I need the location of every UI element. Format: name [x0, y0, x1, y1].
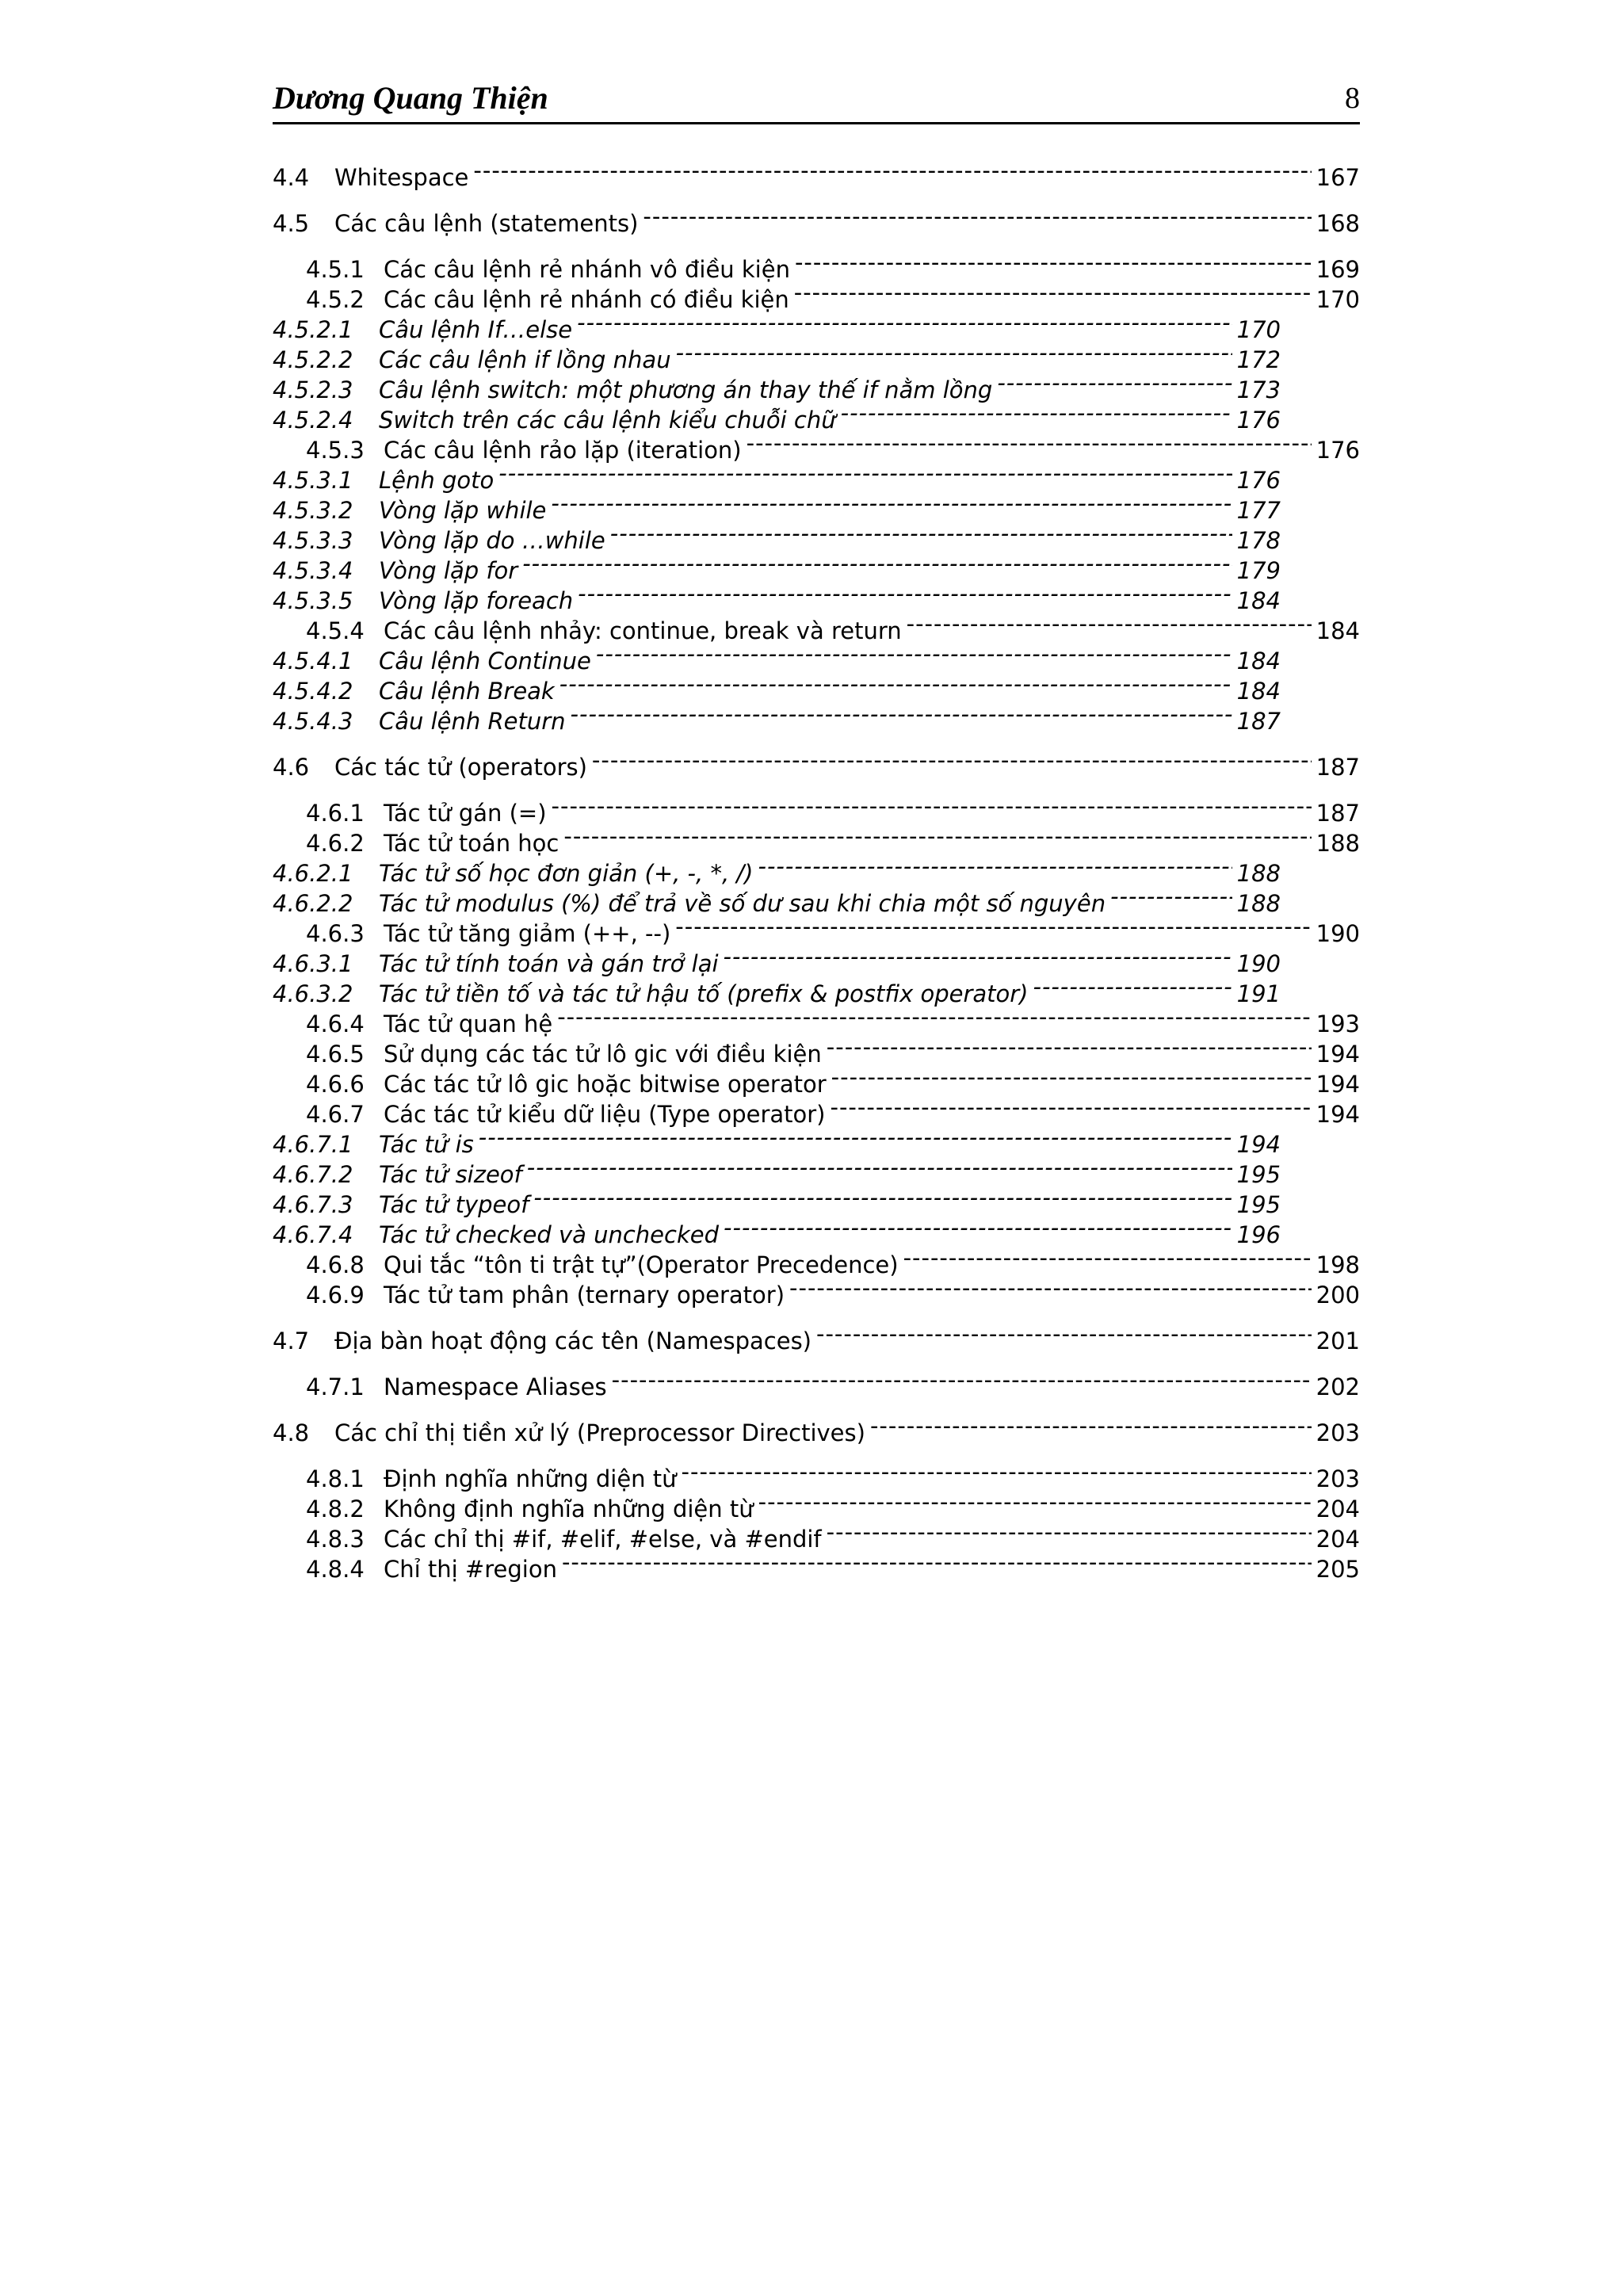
toc-entry-number: 4.6.7.3 [273, 1191, 353, 1218]
toc-entry-number: 4.6.2 [306, 830, 365, 857]
toc-entry-title: Qui tắc “tôn ti trật tự”(Operator Precedence) [384, 1251, 899, 1278]
toc-entry-page: 195 [1236, 1191, 1281, 1218]
toc-entry-page: 202 [1316, 1373, 1360, 1400]
dot-leader [907, 609, 1312, 639]
dot-leader [794, 277, 1312, 308]
toc-entry-title: Vòng lặp for [379, 557, 518, 584]
dot-leader [789, 1273, 1312, 1303]
toc-entry-page: 176 [1236, 467, 1281, 494]
toc-entry-title: Tác tử số học đơn giản (+, -, *, /) [379, 860, 754, 887]
toc-entry-page: 169 [1316, 256, 1360, 283]
toc-entry-number: 4.8.3 [306, 1526, 365, 1553]
toc-entry-page: 203 [1316, 1419, 1360, 1446]
dot-leader [682, 1457, 1312, 1487]
toc-entry-page: 203 [1316, 1465, 1360, 1492]
toc-entry-number: 4.5.4.1 [273, 648, 353, 674]
table-of-contents [273, 155, 1360, 1583]
toc-entry-number: 4.6.2.2 [273, 890, 353, 917]
toc-entry-page: 176 [1236, 407, 1281, 434]
toc-entry-title: Các tác tử lô gic hoặc bitwise operator [384, 1071, 827, 1098]
page-header [273, 76, 1360, 124]
toc-entry-page: 194 [1316, 1101, 1360, 1128]
toc-entry-page: 194 [1316, 1071, 1360, 1098]
toc-entry [273, 745, 1360, 781]
toc-entry-title: Không định nghĩa những diện từ [384, 1496, 754, 1522]
toc-entry-number: 4.5.3.2 [273, 497, 353, 524]
toc-entry-page: 178 [1236, 527, 1281, 554]
dot-leader [533, 1182, 1232, 1213]
toc-entry-title: Các tác tử kiểu dữ liệu (Type operator) [384, 1101, 826, 1128]
toc-entry-page: 198 [1316, 1251, 1360, 1278]
toc-entry-page: 188 [1236, 860, 1281, 887]
toc-entry-page: 204 [1316, 1496, 1360, 1522]
toc-entry-title: Tác tử tiền tố và tác tử hậu tố (prefix & postfix operator) [379, 980, 1029, 1007]
toc-entry-number: 4.5.3.3 [273, 527, 353, 554]
toc-entry-title: Câu lệnh switch: một phương án thay thế if nằm lồng [379, 376, 993, 403]
dot-leader [831, 1092, 1312, 1122]
toc-entry-page: 179 [1236, 557, 1281, 584]
toc-entry [273, 791, 1360, 827]
dot-leader [816, 1319, 1312, 1349]
toc-entry [273, 201, 1360, 237]
toc-entry-page: 188 [1236, 890, 1281, 917]
dot-leader [473, 155, 1311, 185]
toc-entry-title: Các câu lệnh rẻ nhánh vô điều kiện [384, 256, 790, 283]
toc-entry-number: 4.6.8 [306, 1251, 365, 1278]
toc-entry-page: 172 [1236, 346, 1281, 373]
toc-entry-page: 184 [1236, 587, 1281, 614]
dot-leader [758, 851, 1232, 881]
toc-entry-number: 4.6.5 [306, 1041, 365, 1068]
toc-entry-title: Các câu lệnh nhảy: continue, break và return [384, 617, 902, 644]
toc-entry-page: 190 [1236, 950, 1281, 977]
toc-entry-page: 168 [1316, 210, 1360, 237]
toc-entry-title: Whitespace [334, 164, 469, 191]
toc-entry-number: 4.6.1 [306, 800, 365, 827]
toc-entry-number: 4.6 [273, 754, 310, 781]
dot-leader [479, 1122, 1232, 1152]
toc-entry-title: Câu lệnh If…else [379, 316, 573, 343]
toc-entry-title: Tác tử sizeof [379, 1161, 522, 1188]
toc-entry-title: Tác tử tăng giảm (++, --) [384, 920, 671, 947]
toc-entry-title: Tác tử tam phân (ternary operator) [384, 1282, 785, 1308]
dot-leader [522, 548, 1232, 579]
toc-entry-page: 195 [1236, 1161, 1281, 1188]
toc-entry-title: Tác tử modulus (%) để trả về số dư sau khi chia một số nguyên [379, 890, 1106, 917]
toc-entry-number: 4.6.4 [306, 1010, 365, 1037]
dot-leader [592, 745, 1312, 775]
toc-entry-number: 4.7.1 [306, 1373, 365, 1400]
toc-entry-page: 193 [1316, 1010, 1360, 1037]
toc-entry-title: Địa bàn hoạt động các tên (Namespaces) [334, 1328, 812, 1354]
toc-entry-number: 4.5.3.4 [273, 557, 353, 584]
toc-entry-title: Lệnh goto [379, 467, 495, 494]
dot-leader [571, 699, 1232, 729]
toc-entry-number: 4.5.4 [306, 617, 365, 644]
dot-leader [831, 1062, 1312, 1092]
dot-leader [557, 1002, 1311, 1032]
toc-entry-number: 4.4 [273, 164, 310, 191]
toc-entry-title: Các chỉ thị tiền xử lý (Preprocessor Directives) [334, 1419, 865, 1446]
toc-entry-title: Chỉ thị #region [384, 1556, 557, 1583]
toc-entry-number: 4.5.1 [306, 256, 365, 283]
dot-leader [551, 488, 1232, 518]
dot-leader [997, 368, 1232, 398]
toc-entry-page: 167 [1316, 164, 1360, 191]
toc-entry-page: 190 [1316, 920, 1360, 947]
toc-entry-title: Các chỉ thị #if, #elif, #else, và #endif [384, 1526, 822, 1553]
dot-leader [563, 821, 1311, 851]
toc-entry-title: Namespace Aliases [384, 1373, 607, 1400]
toc-entry-page: 201 [1316, 1328, 1360, 1354]
dot-leader [577, 308, 1232, 338]
dot-leader [827, 1032, 1312, 1062]
toc-entry-number: 4.5.4.3 [273, 708, 353, 735]
toc-entry-title: Vòng lặp foreach [379, 587, 574, 614]
toc-entry-title: Các tác tử (operators) [334, 754, 587, 781]
toc-entry-title: Câu lệnh Continue [379, 648, 591, 674]
toc-entry-number: 4.6.7.4 [273, 1221, 353, 1248]
toc-entry [273, 1457, 1360, 1492]
toc-entry-page: 187 [1316, 754, 1360, 781]
toc-entry-number: 4.6.2.1 [273, 860, 353, 887]
toc-entry-number: 4.8.1 [306, 1465, 365, 1492]
dot-leader [676, 338, 1232, 368]
toc-entry-number: 4.8.2 [306, 1496, 365, 1522]
toc-entry-number: 4.6.7.2 [273, 1161, 353, 1188]
toc-entry [273, 1365, 1360, 1400]
toc-entry-page: 177 [1236, 497, 1281, 524]
toc-entry-page: 173 [1236, 376, 1281, 403]
toc-entry-page: 184 [1236, 648, 1281, 674]
toc-entry-number: 4.6.6 [306, 1071, 365, 1098]
toc-entry-number: 4.6.3 [306, 920, 365, 947]
toc-entry-page: 194 [1316, 1041, 1360, 1068]
dot-leader [596, 639, 1232, 669]
dot-leader [562, 1547, 1312, 1577]
toc-entry-title: Các câu lệnh rẻ nhánh có điều kiện [384, 286, 789, 313]
toc-entry-page: 196 [1236, 1221, 1281, 1248]
toc-entry-number: 4.5.3 [306, 437, 365, 464]
dot-leader [758, 1487, 1312, 1517]
dot-leader [724, 1213, 1232, 1243]
toc-entry-number: 4.5 [273, 210, 310, 237]
toc-entry-page: 191 [1236, 980, 1281, 1007]
dot-leader [643, 201, 1311, 231]
toc-entry-page: 204 [1316, 1526, 1360, 1553]
dot-leader [1110, 881, 1232, 911]
dot-leader [747, 428, 1312, 458]
dot-leader [612, 1365, 1312, 1395]
toc-entry-title: Switch trên các câu lệnh kiểu chuỗi chữ [379, 407, 836, 434]
toc-entry [273, 247, 1360, 283]
toc-entry-number: 4.5.2 [306, 286, 365, 313]
dot-leader [559, 669, 1232, 699]
toc-entry-number: 4.5.2.3 [273, 376, 353, 403]
toc-entry [273, 155, 1360, 191]
toc-entry-number: 4.5.4.2 [273, 678, 353, 705]
toc-entry-title: Tác tử tính toán và gán trở lại [379, 950, 719, 977]
toc-entry-page: 184 [1236, 678, 1281, 705]
toc-entry [273, 1411, 1360, 1446]
dot-leader [795, 247, 1312, 277]
toc-entry-title: Vòng lặp do …while [379, 527, 605, 554]
toc-entry-title: Định nghĩa những diện từ [384, 1465, 677, 1492]
toc-entry-number: 4.6.9 [306, 1282, 365, 1308]
toc-entry-title: Vòng lặp while [379, 497, 547, 524]
toc-entry-page: 170 [1316, 286, 1360, 313]
dot-leader [724, 942, 1232, 972]
dot-leader [1033, 972, 1232, 1002]
toc-entry-page: 188 [1316, 830, 1360, 857]
dot-leader [578, 579, 1232, 609]
toc-entry [273, 1319, 1360, 1354]
toc-entry-number: 4.6.7.1 [273, 1131, 353, 1158]
dot-leader [675, 911, 1311, 942]
dot-leader [870, 1411, 1312, 1441]
toc-entry-title: Tác tử gán (=) [384, 800, 547, 827]
toc-entry-number: 4.6.7 [306, 1101, 365, 1128]
toc-entry-title: Tác tử typeof [379, 1191, 529, 1218]
toc-entry-number: 4.8 [273, 1419, 310, 1446]
toc-entry-page: 200 [1316, 1282, 1360, 1308]
dot-leader [841, 398, 1232, 428]
toc-entry-page: 170 [1236, 316, 1281, 343]
toc-entry-number: 4.5.2.2 [273, 346, 353, 373]
toc-entry-number: 4.5.2.4 [273, 407, 353, 434]
toc-entry-number: 4.7 [273, 1328, 310, 1354]
toc-entry-title: Tác tử is [379, 1131, 474, 1158]
dot-leader [552, 791, 1312, 821]
dot-leader [610, 518, 1232, 548]
author-name: Dương Quang Thiện [273, 80, 548, 116]
toc-entry-page: 176 [1316, 437, 1360, 464]
toc-entry-page: 205 [1316, 1556, 1360, 1583]
toc-entry-title: Câu lệnh Return [379, 708, 566, 735]
toc-entry-title: Các câu lệnh if lồng nhau [379, 346, 671, 373]
toc-entry-title: Các câu lệnh rảo lặp (iteration) [384, 437, 742, 464]
toc-entry-page: 194 [1236, 1131, 1281, 1158]
toc-entry-title: Tác tử toán học [384, 830, 559, 857]
toc-entry-page: 187 [1236, 708, 1281, 735]
toc-entry-title: Sử dụng các tác tử lô gic với điều kiện [384, 1041, 822, 1068]
toc-entry-number: 4.5.2.1 [273, 316, 353, 343]
toc-entry-page: 184 [1316, 617, 1360, 644]
dot-leader [527, 1152, 1232, 1182]
toc-entry-number: 4.6.3.2 [273, 980, 353, 1007]
toc-entry-title: Tác tử quan hệ [384, 1010, 553, 1037]
dot-leader [827, 1517, 1312, 1547]
dot-leader [498, 458, 1232, 488]
toc-entry-page: 187 [1316, 800, 1360, 827]
toc-entry-number: 4.8.4 [306, 1556, 365, 1583]
toc-entry-number: 4.6.3.1 [273, 950, 353, 977]
toc-entry-title: Các câu lệnh (statements) [334, 210, 639, 237]
toc-entry-number: 4.5.3.1 [273, 467, 353, 494]
toc-entry-title: Tác tử checked và unchecked [379, 1221, 720, 1248]
dot-leader [903, 1243, 1312, 1273]
toc-entry-number: 4.5.3.5 [273, 587, 353, 614]
page-number: 8 [1345, 82, 1360, 115]
toc-entry-title: Câu lệnh Break [379, 678, 555, 705]
